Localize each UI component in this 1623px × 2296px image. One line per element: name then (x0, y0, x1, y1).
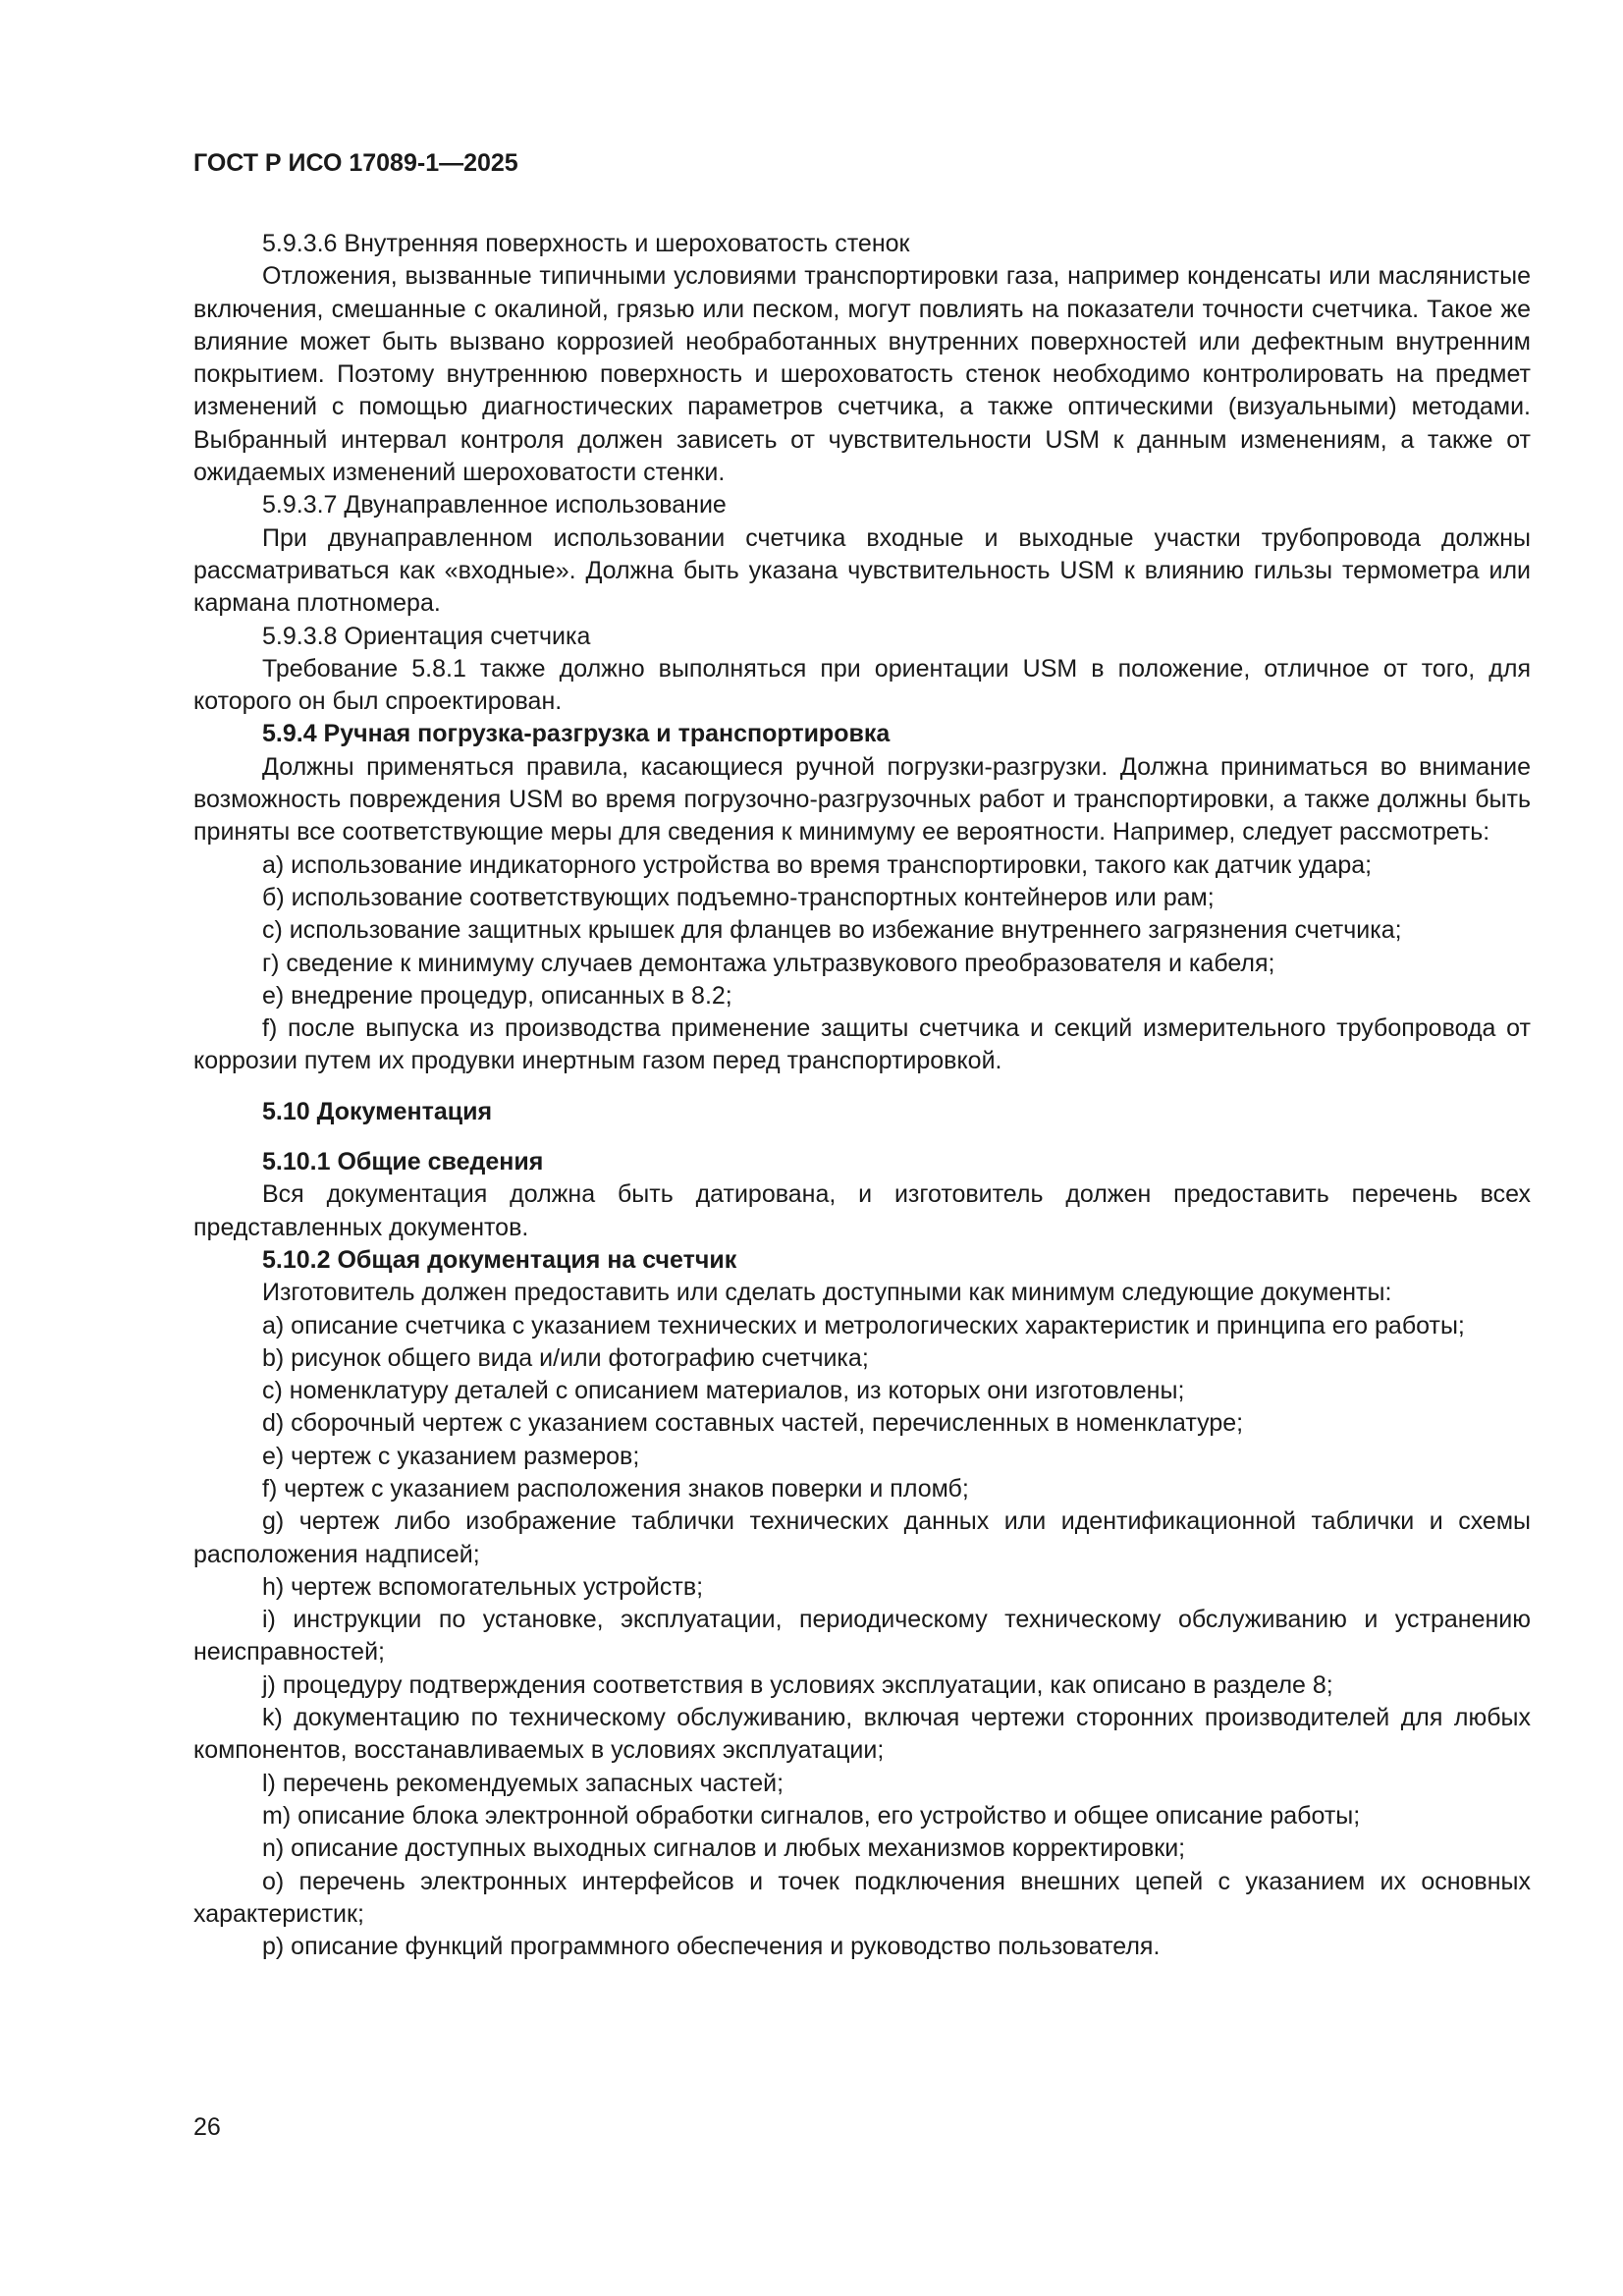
list-item: е) чертеж с указанием размеров; (262, 1442, 640, 1470)
list-item: m) описание блока электронной обработки сигналов, его устройство и общее описание работы; (262, 1801, 1361, 1830)
clause-5101-text: Вся документация должна быть датирована, и изготовитель должен предоставить перечень всех представленных документов. (193, 1180, 1531, 1241)
document-body (193, 228, 1531, 1963)
list-item: k) документацию по техническому обслуживанию, включая чертежи сторонних производителей для любых компонентов, восстанавливаемых в условиях эксплуатации; (193, 1704, 1531, 1765)
clause-5102-text: Изготовитель должен предоставить или сделать доступными как минимум следующие документы: (262, 1279, 1392, 1307)
list-item: j) процедуру подтверждения соответствия в условиях эксплуатации, как описано в разделе 8; (262, 1670, 1333, 1699)
list-item: о) перечень электронных интерфейсов и точек подключения внешних цепей с указанием их основных характеристик; (193, 1867, 1531, 1928)
list-item: а) описание счетчика с указанием технических и метрологических характеристик и принципа его работы; (262, 1311, 1465, 1339)
clause-5938-text: Требование 5.8.1 также должно выполняться при ориентации USM в положение, отличное от того, для которого он был спроектирован. (193, 654, 1531, 716)
list-item: h) чертеж вспомогательных устройств; (262, 1572, 704, 1601)
clause-5937-text: При двунаправленном использовании счетчика входные и выходные участки трубопровода должны рассматриваться как «входные». Должна быть указана чувствительность USM к влиянию гильзы термометра или кармана плотномера. (193, 523, 1531, 618)
clause-594-text: Должны применяться правила, касающиеся ручной погрузки-разгрузки. Должна приниматься во внимание возможность повреждения USM во время погрузочно-разгрузочных работ и транспортировки, а также должны быть приняты все соответствующие меры для сведения к минимуму ее вероятности. Например, следует рассмотреть: (193, 752, 1531, 847)
clause-5936-title: 5.9.3.6 Внутренняя поверхность и шероховатость стенок (262, 230, 910, 257)
list-item: f) после выпуска из производства применение защиты счетчика и секций измерительного трубопровода от коррозии путем их продувки инертным газом перед транспортировкой. (193, 1014, 1531, 1075)
list-item: b) рисунок общего вида и/или фотографию счетчика; (262, 1343, 869, 1372)
clause-5102-title: 5.10.2 Общая документация на счетчик (262, 1245, 737, 1274)
list-item: б) использование соответствующих подъемно-транспортных контейнеров или рам; (262, 883, 1215, 911)
list-item: с) использование защитных крышек для фланцев во избежание внутреннего загрязнения счетчика; (262, 916, 1402, 945)
section-510-title: 5.10 Документация (262, 1097, 493, 1125)
clause-5101-title: 5.10.1 Общие сведения (262, 1148, 544, 1176)
list-item: l) перечень рекомендуемых запасных частей; (262, 1769, 784, 1797)
clause-5938-title: 5.9.3.8 Ориентация счетчика (262, 622, 591, 650)
page-number: 26 (193, 2113, 221, 2141)
document-code-header: ГОСТ Р ИСО 17089-1—2025 (193, 149, 518, 177)
list-item: е) внедрение процедур, описанных в 8.2; (262, 981, 732, 1010)
document-page (193, 147, 1531, 1963)
list-item: n) описание доступных выходных сигналов и любых механизмов корректировки; (262, 1834, 1186, 1863)
clause-594-title: 5.9.4 Ручная погрузка-разгрузка и транспортировка (262, 720, 891, 748)
list-item: р) описание функций программного обеспечения и руководство пользователя. (262, 1933, 1161, 1961)
list-item: f) чертеж с указанием расположения знаков поверки и пломб; (262, 1474, 969, 1503)
clause-5937-title: 5.9.3.7 Двунаправленное использование (262, 491, 727, 519)
list-item: i) инструкции по установке, эксплуатации, периодическому техническому обслуживанию и устранению неисправностей; (193, 1606, 1531, 1667)
list-item: с) номенклатуру деталей с описанием материалов, из которых они изготовлены; (262, 1377, 1185, 1405)
list-item: d) сборочный чертеж с указанием составных частей, перечисленных в номенклатуре; (262, 1409, 1244, 1438)
clause-5936-text: Отложения, вызванные типичными условиями транспортировки газа, например конденсаты или маслянистые включения, смешанные с окалиной, грязью или песком, могут повлиять на показатели точности счетчика. Такое же влияние может быть вызвано коррозией необработанных внутренних поверхностей или дефектным внутренним покрытием. Поэтому внутреннюю поверхность и шероховатость стенок необходимо контролировать на предмет изменений с помощью диагностических параметров счетчика, а также оптическими (визуальными) методами. Выбранный интервал контроля должен зависеть от чувствительности USM к данным изменениям, а также от ожидаемых изменений шероховатости стенки. (193, 262, 1531, 487)
list-item: g) чертеж либо изображение таблички технических данных или идентификационной таблички и схемы расположения надписей; (193, 1507, 1531, 1568)
list-item: г) сведение к минимуму случаев демонтажа ультразвукового преобразователя и кабеля; (262, 949, 1275, 977)
list-item: а) использование индикаторного устройства во время транспортировки, такого как датчик удара; (262, 850, 1373, 879)
